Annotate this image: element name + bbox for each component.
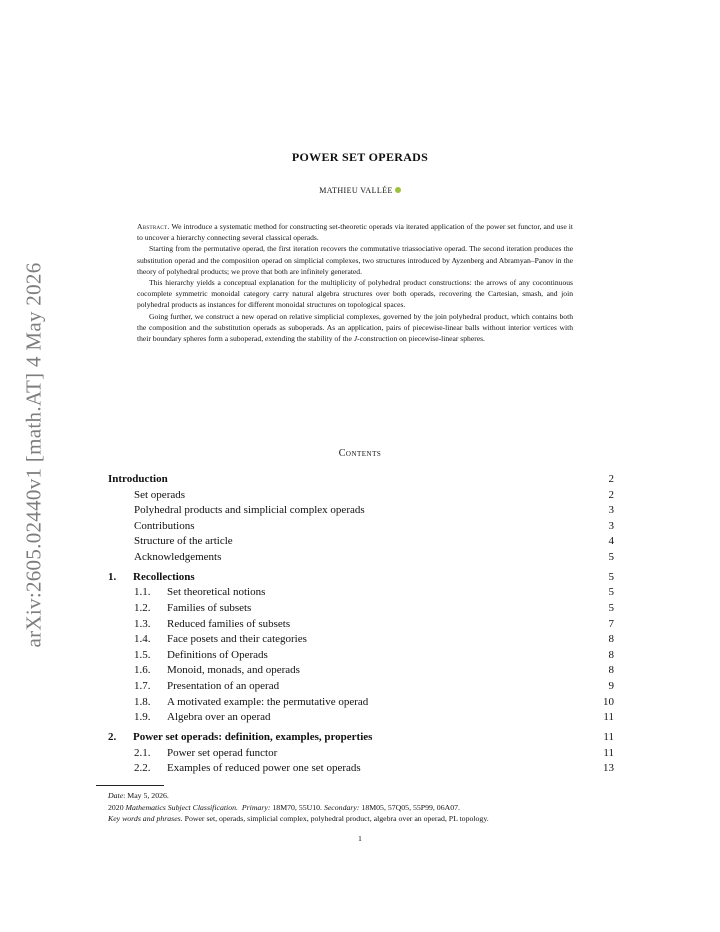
footnote-rule xyxy=(96,785,164,786)
arxiv-identifier: arXiv:2605.02440v1 [math.AT] 4 May 2026 xyxy=(21,262,46,648)
toc-entry[interactable]: 1.4. Face posets and their categories 8 xyxy=(134,633,614,646)
abstract-paragraph-1: Abstract. We introduce a systematic method for constructing set-theoretic operads via iterated application of the power set functor, and use it to uncover a hierarchy connecting several classical operads. xyxy=(137,222,574,243)
abstract-paragraph-4: Going further, we construct a new operad on relative simplicial complexes, governed by the join polyhedral product, which contains both the composition and the substitution operads as suboperads. As an application, pairs of piecewise-linear balls without interior vertices with their boundary spheres form a suboperad, extending the stability of the J-construction on piecewise-linear spheres. xyxy=(137,311,573,344)
abstract xyxy=(137,221,573,344)
abstract-paragraph-3: This hierarchy yields a conceptual explanation for the multiplicity of polyhedral product constructions: the arrows of any cocontinuous cocomplete symmetric monoidal category carry natural algebra structures over both operads, recovering the Cartesian, smash, and join polyhedral products as instances for different monoidal structures on topological spaces. xyxy=(137,278,573,310)
orcid-icon[interactable] xyxy=(395,187,401,193)
abstract-paragraph-2: Starting from the permutative operad, the first iteration recovers the commutative triassociative operad. The second iteration produces the substitution operad and the composition operad on simplicial complexes, two structures introduced by Ayzenberg and Abramyan–Panov in the theory of polyhedral products; we prove that both are infinitely generated. xyxy=(137,244,573,276)
toc-entry[interactable]: 1.3. Reduced families of subsets 7 xyxy=(134,617,614,630)
toc-entry[interactable]: 2.2. Examples of reduced power one set operads 13 xyxy=(134,762,614,775)
author-line xyxy=(0,186,720,195)
toc-entry[interactable]: Set operads 2 xyxy=(134,488,614,501)
toc-entry[interactable]: Acknowledgements 5 xyxy=(134,550,614,563)
toc-entry[interactable]: 1.6. Monoid, monads, and operads 8 xyxy=(134,664,614,677)
toc-section-power-set-operads[interactable]: 2. Power set operads: definition, examples, properties 11 xyxy=(108,731,614,744)
toc-entry[interactable]: 1.1. Set theoretical notions 5 xyxy=(134,586,614,599)
toc-entry[interactable]: 1.9. Algebra over an operad 11 xyxy=(134,711,614,724)
page-number: 1 xyxy=(358,834,362,843)
toc-entry[interactable]: 1.5. Definitions of Operads 8 xyxy=(134,648,614,661)
toc-section-introduction[interactable]: Introduction 2 xyxy=(108,473,614,485)
paper-title: POWER SET OPERADS xyxy=(291,150,429,164)
toc-entry[interactable]: 2.1. Power set operad functor 11 xyxy=(134,746,614,759)
toc-entry[interactable]: 1.7. Presentation of an operad 9 xyxy=(134,680,614,693)
footnote-msc: 2020 Mathematics Subject Classification. Primary: 18M70, 55U10. Secondary: 18M05, 57Q05, 55P99, 06A07. xyxy=(108,802,460,812)
footnote-date: Date: May 5, 2026. xyxy=(108,791,169,800)
toc-entry[interactable]: 1.2. Families of subsets 5 xyxy=(134,602,614,615)
footnotes xyxy=(108,790,618,825)
abstract-label: Abstract. xyxy=(137,222,170,231)
contents-heading: Contents xyxy=(338,448,382,459)
toc-entry[interactable]: Contributions 3 xyxy=(134,519,614,532)
toc-entry[interactable]: Structure of the article 4 xyxy=(134,535,614,548)
toc-section-recollections[interactable]: 1. Recollections 5 xyxy=(108,570,614,583)
toc-entry[interactable]: Polyhedral products and simplicial complex operads 3 xyxy=(134,504,614,517)
footnote-keywords: Key words and phrases. Power set, operads, simplicial complex, polyhedral product, algebra over an operad, PL topology. xyxy=(108,814,489,824)
table-of-contents xyxy=(108,472,614,777)
toc-entry[interactable]: 1.8. A motivated example: the permutative operad 10 xyxy=(134,695,614,708)
author-name: MATHIEU VALLÉE xyxy=(319,186,393,195)
